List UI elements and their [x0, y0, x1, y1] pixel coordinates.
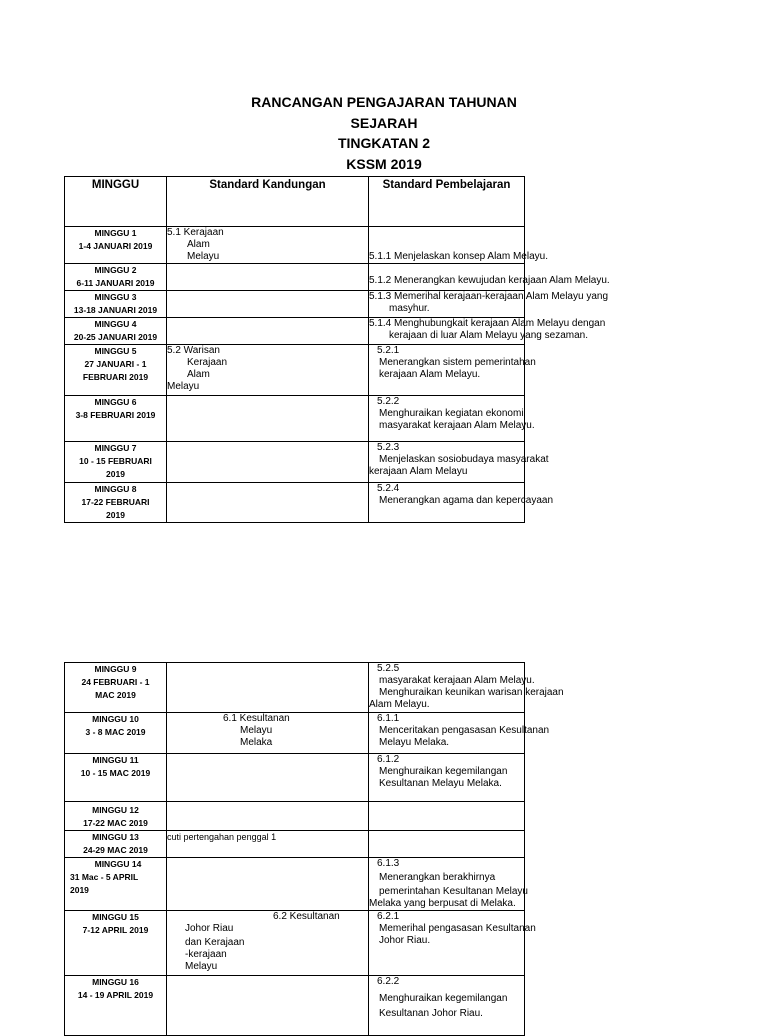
standard-pembelajaran-cell — [369, 802, 525, 831]
week-cell: MINGGU 9 24 FEBRUARI - 1 MAC 2019 — [65, 663, 167, 713]
week-cell: MINGGU 12 17-22 MAC 2019 — [65, 802, 167, 831]
week-cell: MINGGU 15 7-12 APRIL 2019 — [65, 911, 167, 976]
table-row — [65, 976, 525, 1036]
week-cell: MINGGU 4 20-25 JANUARI 2019 — [65, 318, 167, 345]
table-row — [65, 754, 525, 802]
standard-kandungan-cell: 5.2 Warisan Kerajaan Alam Melayu — [167, 345, 369, 396]
table-row — [65, 713, 525, 754]
standard-kandungan-cell — [167, 663, 369, 713]
standard-pembelajaran-cell: 6.1.1 Menceritakan pengasasan Kesultanan Melayu Melaka. — [369, 713, 525, 754]
col-header-standard-kandungan: Standard Kandungan — [167, 177, 369, 227]
standard-kandungan-cell: 5.1 Kerajaan Alam Melayu — [167, 227, 369, 264]
standard-pembelajaran-cell: 5.2.5 masyarakat kerajaan Alam Melayu. Menghuraikan keunikan warisan kerajaan Alam Melayu. — [369, 663, 525, 713]
week-cell: MINGGU 13 24-29 MAC 2019 — [65, 831, 167, 858]
week-cell: MINGGU 5 27 JANUARI - 1 FEBRUARI 2019 — [65, 345, 167, 396]
col-header-minggu: MINGGU — [65, 177, 167, 227]
title-line-2: SEJARAH — [350, 114, 418, 131]
table-row — [65, 318, 525, 345]
table-row — [65, 396, 525, 442]
standard-pembelajaran-cell — [369, 831, 525, 858]
standard-kandungan-cell: 6.2 Kesultanan Johor Riau dan Kerajaan -kerajaan Melayu — [167, 911, 369, 976]
table-row — [65, 483, 525, 523]
week-cell: MINGGU 1 1-4 JANUARI 2019 — [65, 227, 167, 264]
week-cell: MINGGU 2 6-11 JANUARI 2019 — [65, 264, 167, 291]
standard-pembelajaran-cell: 5.1.4 Menghubungkait kerajaan Alam Melayu dengan kerajaan di luar Alam Melayu yang sezaman. — [369, 318, 525, 345]
standard-pembelajaran-cell: 5.1.1 Menjelaskan konsep Alam Melayu. — [369, 227, 525, 264]
col-header-standard-pembelajaran: Standard Pembelajaran — [369, 177, 525, 227]
title-line-4: KSSM 2019 — [346, 155, 422, 172]
table-header-row — [65, 177, 525, 227]
title-line-3: TINGKATAN 2 — [337, 135, 431, 151]
week-cell: MINGGU 7 10 - 15 FEBRUARI 2019 — [65, 442, 167, 483]
table-row — [65, 291, 525, 318]
standard-pembelajaran-cell: 5.2.3 Menjelaskan sosiobudaya masyarakat kerajaan Alam Melayu — [369, 442, 525, 483]
plan-table-2 — [64, 662, 564, 1036]
plan-table-1 — [64, 176, 610, 523]
week-cell: MINGGU 10 3 - 8 MAC 2019 — [65, 713, 167, 754]
standard-pembelajaran-cell: 5.2.4 Menerangkan agama dan kepercayaan — [369, 483, 525, 523]
standard-kandungan-cell — [167, 264, 369, 291]
document-title — [0, 92, 768, 174]
standard-kandungan-cell: 6.1 Kesultanan Melayu Melaka — [167, 713, 369, 754]
standard-kandungan-cell — [167, 858, 369, 911]
table-row — [65, 663, 525, 713]
standard-kandungan-cell — [167, 976, 369, 1036]
standard-kandungan-cell — [167, 318, 369, 345]
table-row — [65, 858, 525, 911]
week-cell: MINGGU 6 3-8 FEBRUARI 2019 — [65, 396, 167, 442]
standard-pembelajaran-cell: 5.2.1 Menerangkan sistem pemerintahan kerajaan Alam Melayu. — [369, 345, 525, 396]
standard-kandungan-cell — [167, 291, 369, 318]
standard-pembelajaran-cell: 5.1.3 Memerihal kerajaan-kerajaan Alam Melayu yang masyhur. — [369, 291, 525, 318]
week-cell: MINGGU 14 31 Mac - 5 APRIL 2019 — [65, 858, 167, 911]
standard-kandungan-cell — [167, 396, 369, 442]
standard-kandungan-cell — [167, 442, 369, 483]
standard-pembelajaran-cell: 5.1.2 Menerangkan kewujudan kerajaan Alam Melayu. — [369, 264, 525, 291]
table-row — [65, 911, 525, 976]
table-row — [65, 345, 525, 396]
table-row — [65, 264, 525, 291]
table-row — [65, 227, 525, 264]
standard-kandungan-cell: cuti pertengahan penggal 1 — [167, 831, 369, 858]
standard-kandungan-cell — [167, 802, 369, 831]
standard-pembelajaran-cell: 6.2.1 Memerihal pengasasan Kesultanan Johor Riau. — [369, 911, 525, 976]
table-row — [65, 831, 525, 858]
title-line-1: RANCANGAN PENGAJARAN TAHUNAN — [251, 94, 517, 110]
standard-pembelajaran-cell: 5.2.2 Menghuraikan kegiatan ekonomi masyarakat kerajaan Alam Melayu. — [369, 396, 525, 442]
standard-kandungan-cell — [167, 754, 369, 802]
table-row — [65, 802, 525, 831]
week-cell: MINGGU 16 14 - 19 APRIL 2019 — [65, 976, 167, 1036]
standard-pembelajaran-cell: 6.2.2 Menghuraikan kegemilangan Kesultanan Johor Riau. — [369, 976, 525, 1036]
week-cell: MINGGU 3 13-18 JANUARI 2019 — [65, 291, 167, 318]
standard-pembelajaran-cell: 6.1.3 Menerangkan berakhirnya pemerintahan Kesultanan Melayu Melaka yang berpusat di Melaka. — [369, 858, 528, 909]
week-cell: MINGGU 8 17-22 FEBRUARI 2019 — [65, 483, 167, 523]
table-row — [65, 442, 525, 483]
standard-kandungan-cell — [167, 483, 369, 523]
standard-pembelajaran-cell: 6.1.2 Menghuraikan kegemilangan Kesultanan Melayu Melaka. — [369, 754, 525, 802]
week-cell: MINGGU 11 10 - 15 MAC 2019 — [65, 754, 167, 802]
